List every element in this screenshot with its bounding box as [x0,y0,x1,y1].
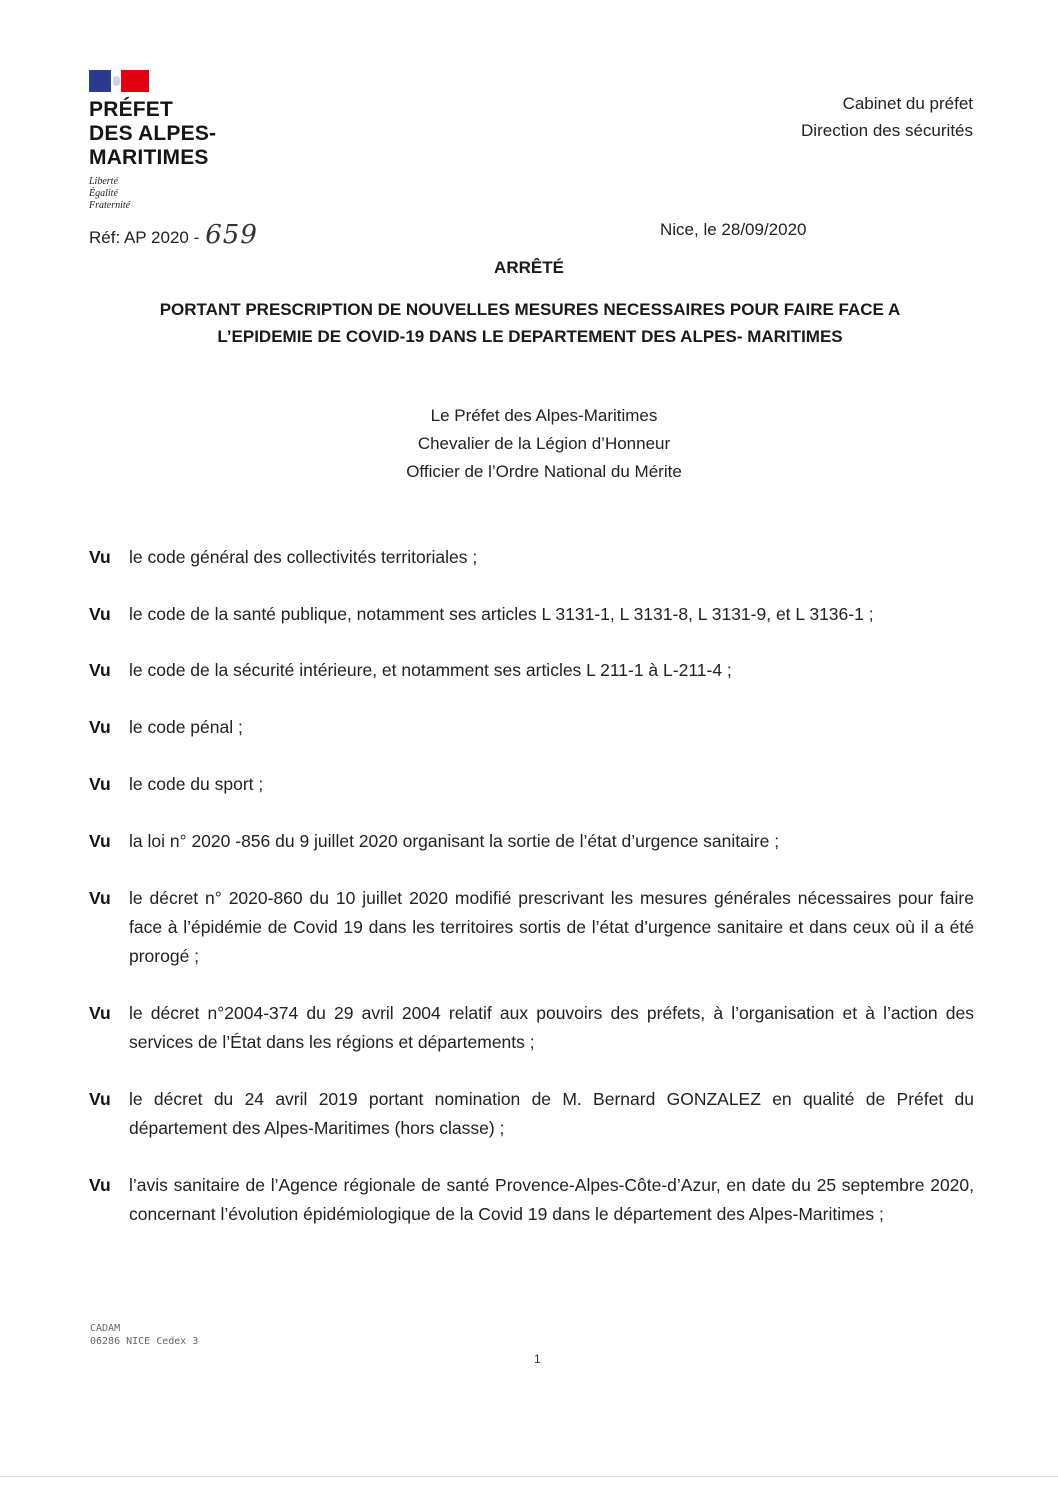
visa-text: le code pénal ; [129,717,243,737]
visa-keyword: Vu [89,660,111,680]
signatory-line: Le Préfet des Alpes-Maritimes [430,406,658,425]
visa-keyword: Vu [89,1175,111,1195]
visa-text: l’avis sanitaire de l’Agence régionale de santé Provence-Alpes-Côte-d’Azur, en date du 25 septembre 2020, concernant l’évolution épidémiologique de la Covid 19 dans le département des Alpes-Maritimes ; [129,1175,974,1224]
visa-item [89,656,974,685]
visa-text: le décret n°2004-374 du 29 avril 2004 relatif aux pouvoirs des préfets, à l’organisation et à l’action des services de l’État dans les régions et départements ; [129,1003,974,1052]
document-title: ARRÊTÉ [494,258,564,277]
place-date: Nice, le 28/09/2020 [660,220,807,239]
visa-item [89,999,974,1057]
republic-motto [89,176,216,212]
visa-text: le code de la santé publique, notamment ses articles L 3131-1, L 3131-8, L 3131-9, et L 3136-1 ; [129,604,874,624]
visa-text: le décret n° 2020-860 du 10 juillet 2020 modifié prescrivant les mesures générales nécessaires pour faire face à l’épidémie de Covid 19 dans les territoires sortis de l’état d’urgence sanitaire et dans ceux où il a été prorogé ; [129,888,974,966]
visa-keyword: Vu [89,774,111,794]
subtitle-line: L’EPIDEMIE DE COVID-19 DANS LE DEPARTEMENT DES ALPES- MARITIMES [217,327,843,346]
visa-item [89,1085,974,1143]
footer-address [90,1322,198,1348]
visa-text: le code de la sécurité intérieure, et notamment ses articles L 211-1 à L-211-4 ; [129,660,732,680]
visa-text: la loi n° 2020 -856 du 9 juillet 2020 organisant la sortie de l’état d’urgence sanitaire ; [129,831,780,851]
page-number: 1 [534,1352,541,1366]
visa-item [89,1171,974,1229]
visa-item [89,827,974,856]
visa-keyword: Vu [89,1089,111,1109]
reference [89,220,258,250]
visa-text: le code du sport ; [129,774,264,794]
prefect-name [89,98,216,170]
document-subtitle [80,296,980,350]
visa-item [89,543,974,572]
signatory-block [0,402,1058,486]
visa-keyword: Vu [89,717,111,737]
visa-keyword: Vu [89,831,111,851]
visa-keyword: Vu [89,1003,111,1023]
prefect-name-line: DES ALPES- [89,122,217,145]
subtitle-line: PORTANT PRESCRIPTION DE NOUVELLES MESURES NECESSAIRES POUR FAIRE FACE A [159,300,901,319]
footer-address-line: CADAM [90,1323,121,1334]
cabinet-line: Direction des sécurités [801,121,973,140]
scan-edge-divider [0,1476,1058,1477]
footer-address-line: 06286 NICE Cedex 3 [90,1336,199,1347]
visa-keyword: Vu [89,888,111,908]
marianne-flag-icon [89,70,149,92]
visa-item [89,770,974,799]
signatory-line: Chevalier de la Légion d’Honneur [417,434,671,453]
visa-text: le décret du 24 avril 2019 portant nomination de M. Bernard GONZALEZ en qualité de Préfet du département des Alpes-Maritimes (hors classe) ; [129,1089,974,1138]
visa-keyword: Vu [89,547,111,567]
reference-label: Réf: AP 2020 - [89,228,200,247]
motto-line: Égalité [89,188,118,199]
visa-item [89,600,974,629]
reference-handwritten-number: 659 [205,220,258,250]
prefect-name-line: PRÉFET [89,98,174,121]
cabinet-line: Cabinet du préfet [842,94,973,113]
motto-line: Liberté [89,176,118,187]
signatory-line: Officier de l’Ordre National du Mérite [406,462,682,481]
visas-list [89,543,974,1229]
prefecture-logo [89,70,216,212]
visa-text: le code général des collectivités territoriales ; [129,547,478,567]
visa-item [89,884,974,971]
motto-line: Fraternité [89,200,131,211]
cabinet-block [801,90,973,144]
visa-item [89,713,974,742]
prefect-name-line: MARITIMES [89,146,209,169]
visa-keyword: Vu [89,604,111,624]
